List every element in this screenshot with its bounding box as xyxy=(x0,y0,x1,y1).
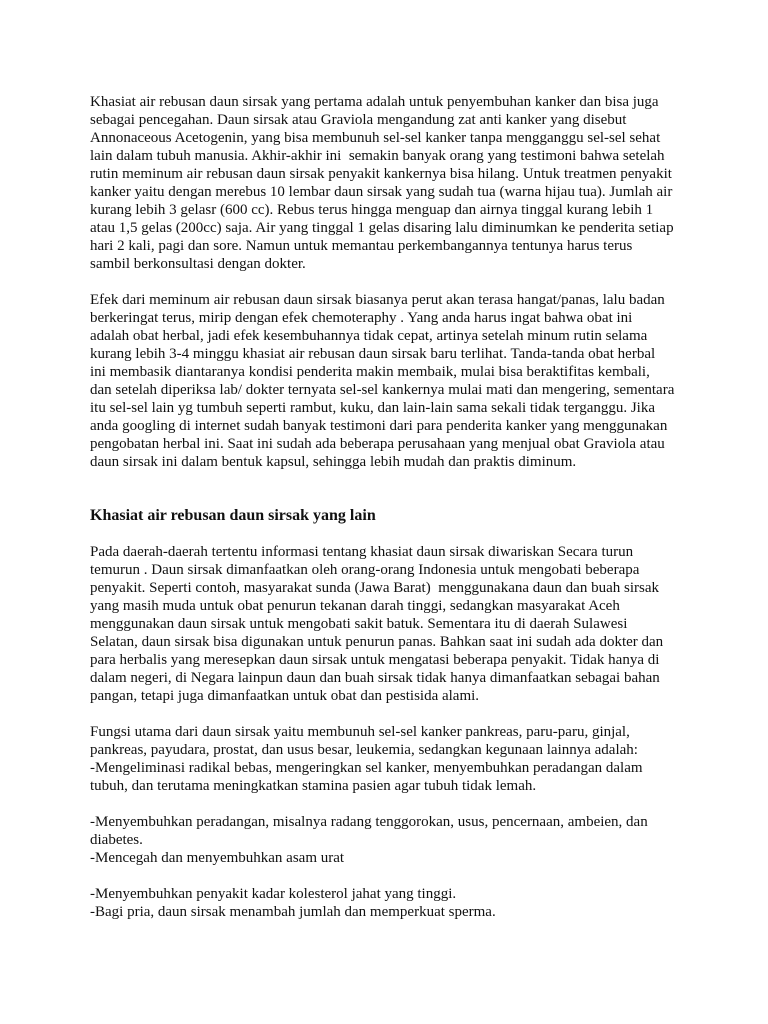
document-page xyxy=(90,93,700,921)
section-heading: Khasiat air rebusan daun sirsak yang lain xyxy=(90,507,376,524)
paragraph-cancer-benefit: Khasiat air rebusan daun sirsak yang pertama adalah untuk penyembuhan kanker dan bisa juga sebagai pencegahan. Daun sirsak atau Graviola mengandung zat anti kanker yang disebut Annonaceous Acetogenin, yang bisa membunuh sel-sel kanker tanpa mengganggu sel-sel sehat lain dalam tubuh manusia. Akhir-akhir ini semakin banyak orang yang testimoni bahwa setelah rutin meminum air rebusan daun sirsak penyakit kankernya bisa hilang. Untuk treatmen penyakit kanker yaitu dengan merebus 10 lembar daun sirsak yang sudah tua (warna hijau tua). Jumlah air kurang lebih 3 gelasr (600 cc). Rebus terus hingga menguap dan airnya tinggal kurang lebih 1 atau 1,5 gelas (200cc) saja. Air yang tinggal 1 gelas disaring lalu diminumkan ke penderita setiap hari 2 kali, pagi dan sore. Namun untuk memantau perkembangannya tentunya harus terus sambil berkonsultasi dengan dokter. xyxy=(90,94,674,272)
paragraph-spacer xyxy=(90,795,700,813)
paragraph-spacer xyxy=(90,705,700,723)
paragraph-spacer xyxy=(90,273,700,291)
paragraph-cholesterol-list: -Menyembuhkan penyakit kadar kolesterol jahat yang tinggi. -Bagi pria, daun sirsak menambah jumlah dan memperkuat sperma. xyxy=(90,886,496,920)
heading-spacer-after xyxy=(90,525,700,543)
paragraph-traditional-use: Pada daerah-daerah tertentu informasi tentang khasiat daun sirsak diwariskan Secara turun temurun . Daun sirsak dimanfaatkan oleh orang-orang Indonesia untuk mengobati beberapa penyakit. Seperti contoh, masyarakat sunda (Jawa Barat) menggunakana daun dan buah sirsak yang masih muda untuk obat penurun tekanan darah tinggi, sedangkan masyarakat Aceh menggunakan daun sirsak untuk mengobati sakit batuk. Sementara itu di daerah Sulawesi Selatan, daun sirsak bisa digunakan untuk penurun panas. Bahkan saat ini sudah ada dokter dan para herbalis yang meresepkan daun sirsak untuk mengatasi beberapa penyakit. Tidak hanya di dalam negeri, di Negara lainpun daun dan buah sirsak tidak hanya dimanfaatkan sebagai bahan pangan, tetapi juga dimanfaatkan untuk obat dan pestisida alami. xyxy=(90,544,664,704)
paragraph-main-functions: Fungsi utama dari daun sirsak yaitu membunuh sel-sel kanker pankreas, paru-paru, ginjal, pankreas, payudara, prostat, dan usus besar, leukemia, sedangkan kegunaan lainnya adalah: -Mengeliminasi radikal bebas, mengeringkan sel kanker, menyembuhkan peradangan dalam tubuh, dan terutama meningkatkan stamina pasien agar tubuh tidak lemah. xyxy=(90,724,643,794)
paragraph-side-effects: Efek dari meminum air rebusan daun sirsak biasanya perut akan terasa hangat/panas, lalu badan berkeringat terus, mirip dengan efek chemoteraphy . Yang anda harus ingat bahwa obat ini adalah obat herbal, jadi efek kesembuhannya tidak cepat, artinya setelah minum rutin selama kurang lebih 3-4 minggu khasiat air rebusan daun sirsak baru terlihat. Tanda-tanda obat herbal ini membasik diantaranya kondisi penderita makin membaik, mulai bisa beraktifitas kembali, dan setelah diperiksa lab/ dokter ternyata sel-sel kankernya mulai mati dan mengering, sementara itu sel-sel lain yg tumbuh seperti rambut, kuku, dan lain-lain sama sekali tidak terganggu. Jika anda googling di internet sudah banyak testimoni dari para penderita kanker yang menggunakan pengobatan herbal ini. Saat ini sudah ada beberapa perusahaan yang menjual obat Graviola atau daun sirsak ini dalam bentuk kapsul, sehingga lebih mudah dan praktis diminum. xyxy=(90,292,675,470)
paragraph-spacer xyxy=(90,867,700,885)
heading-spacer xyxy=(90,471,700,507)
paragraph-inflammation-list: -Menyembuhkan peradangan, misalnya radang tenggorokan, usus, pencernaan, ambeien, dan diabetes. -Mencegah dan menyembuhkan asam urat xyxy=(90,814,648,866)
